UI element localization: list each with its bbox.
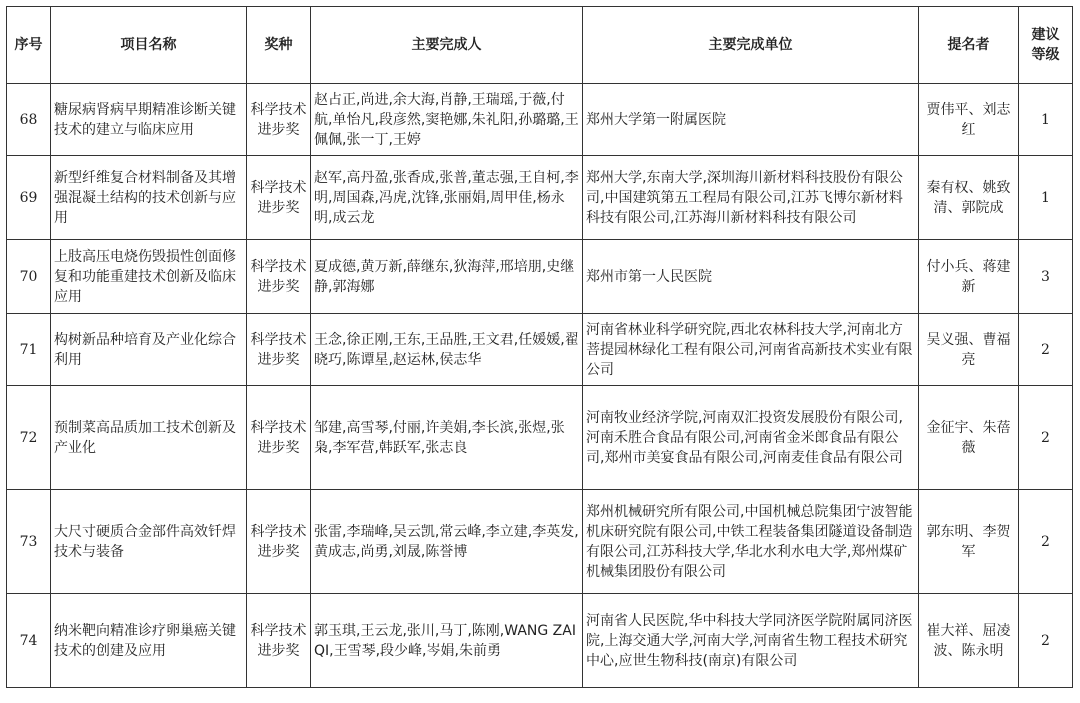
cell-seq: 71 bbox=[7, 314, 51, 386]
cell-level: 1 bbox=[1019, 156, 1073, 240]
cell-level: 1 bbox=[1019, 84, 1073, 156]
header-main-units: 主要完成单位 bbox=[583, 7, 919, 84]
table-row bbox=[7, 594, 1073, 688]
table-row bbox=[7, 84, 1073, 156]
header-main-people: 主要完成人 bbox=[311, 7, 583, 84]
cell-main-people: 邹建,高雪琴,付丽,许美娟,李长滨,张煜,张枭,李军营,韩跃军,张志良 bbox=[311, 386, 583, 490]
header-level-line2: 等级 bbox=[1031, 47, 1060, 63]
cell-nominator: 吴义强、曹福亮 bbox=[919, 314, 1019, 386]
cell-nominator: 崔大祥、屈凌波、陈永明 bbox=[919, 594, 1019, 688]
cell-nominator: 秦有权、姚致清、郭院成 bbox=[919, 156, 1019, 240]
cell-seq: 70 bbox=[7, 240, 51, 314]
cell-award-type: 科学技术进步奖 bbox=[247, 156, 311, 240]
cell-project-name: 预制菜高品质加工技术创新及产业化 bbox=[51, 386, 247, 490]
cell-main-people: 赵军,高丹盈,张香成,张普,董志强,王自柯,李明,周国森,冯虎,沈锋,张丽娟,周甲佳,杨永明,成云龙 bbox=[311, 156, 583, 240]
cell-award-type: 科学技术进步奖 bbox=[247, 490, 311, 594]
cell-main-units: 河南省林业科学研究院,西北农林科技大学,河南北方菩提园林绿化工程有限公司,河南省高新技术实业有限公司 bbox=[583, 314, 919, 386]
table-row bbox=[7, 240, 1073, 314]
cell-project-name: 构树新品种培育及产业化综合利用 bbox=[51, 314, 247, 386]
cell-award-type: 科学技术进步奖 bbox=[247, 240, 311, 314]
cell-level: 2 bbox=[1019, 490, 1073, 594]
header-project-name: 项目名称 bbox=[51, 7, 247, 84]
cell-main-units: 河南省人民医院,华中科技大学同济医学院附属同济医院,上海交通大学,河南大学,河南省生物工程技术研究中心,应世生物科技(南京)有限公司 bbox=[583, 594, 919, 688]
cell-main-units: 郑州大学,东南大学,深圳海川新材料科技股份有限公司,中国建筑第五工程局有限公司,江苏飞博尔新材料科技有限公司,江苏海川新材料科技有限公司 bbox=[583, 156, 919, 240]
cell-award-type: 科学技术进步奖 bbox=[247, 314, 311, 386]
awards-table bbox=[6, 6, 1073, 688]
cell-main-units: 河南牧业经济学院,河南双汇投资发展股份有限公司,河南禾胜合食品有限公司,河南省金米郎食品有限公司,郑州市美宴食品有限公司,河南麦佳食品有限公司 bbox=[583, 386, 919, 490]
cell-seq: 74 bbox=[7, 594, 51, 688]
cell-nominator: 金征宇、朱蓓薇 bbox=[919, 386, 1019, 490]
cell-main-units: 郑州机械研究所有限公司,中国机械总院集团宁波智能机床研究院有限公司,中铁工程装备集团隧道设备制造有限公司,江苏科技大学,华北水利水电大学,郑州煤矿机械集团股份有限公司 bbox=[583, 490, 919, 594]
cell-seq: 73 bbox=[7, 490, 51, 594]
cell-level: 3 bbox=[1019, 240, 1073, 314]
table-row bbox=[7, 490, 1073, 594]
cell-project-name: 上肢高压电烧伤毁损性创面修复和功能重建技术创新及临床应用 bbox=[51, 240, 247, 314]
cell-nominator: 贾伟平、刘志红 bbox=[919, 84, 1019, 156]
cell-main-people: 夏成德,黄万新,薛继东,狄海萍,邢培朋,史继静,郭海娜 bbox=[311, 240, 583, 314]
cell-award-type: 科学技术进步奖 bbox=[247, 594, 311, 688]
cell-seq: 68 bbox=[7, 84, 51, 156]
cell-main-units: 郑州市第一人民医院 bbox=[583, 240, 919, 314]
table-header-row bbox=[7, 7, 1073, 84]
cell-main-people: 张雷,李瑞峰,吴云凯,常云峰,李立建,李英发,黄成志,尚勇,刘晟,陈誉博 bbox=[311, 490, 583, 594]
header-award-type: 奖种 bbox=[247, 7, 311, 84]
awards-table-container bbox=[6, 6, 1072, 688]
cell-nominator: 付小兵、蒋建新 bbox=[919, 240, 1019, 314]
header-seq: 序号 bbox=[7, 7, 51, 84]
cell-seq: 72 bbox=[7, 386, 51, 490]
cell-level: 2 bbox=[1019, 594, 1073, 688]
table-row bbox=[7, 314, 1073, 386]
cell-level: 2 bbox=[1019, 314, 1073, 386]
cell-main-people: 王念,徐正刚,王东,王品胜,王文君,任媛媛,翟晓巧,陈谭星,赵运林,侯志华 bbox=[311, 314, 583, 386]
cell-level: 2 bbox=[1019, 386, 1073, 490]
cell-award-type: 科学技术进步奖 bbox=[247, 386, 311, 490]
header-nominator: 提名者 bbox=[919, 7, 1019, 84]
cell-nominator: 郭东明、李贺军 bbox=[919, 490, 1019, 594]
cell-main-people: 赵占正,尚进,余大海,肖静,王瑞瑶,于薇,付航,单怡凡,段彦然,窦艳娜,朱礼阳,孙璐璐,王佩佩,张一丁,王婷 bbox=[311, 84, 583, 156]
cell-project-name: 大尺寸硬质合金部件高效钎焊技术与装备 bbox=[51, 490, 247, 594]
cell-main-units: 郑州大学第一附属医院 bbox=[583, 84, 919, 156]
cell-award-type: 科学技术进步奖 bbox=[247, 84, 311, 156]
table-row bbox=[7, 156, 1073, 240]
header-level bbox=[1019, 7, 1073, 84]
table-row bbox=[7, 386, 1073, 490]
cell-project-name: 糖尿病肾病早期精准诊断关键技术的建立与临床应用 bbox=[51, 84, 247, 156]
cell-project-name: 新型纤维复合材料制备及其增强混凝土结构的技术创新与应用 bbox=[51, 156, 247, 240]
cell-seq: 69 bbox=[7, 156, 51, 240]
cell-project-name: 纳米靶向精准诊疗卵巢癌关键技术的创建及应用 bbox=[51, 594, 247, 688]
cell-main-people: 郭玉琪,王云龙,张川,马丁,陈刚,WANG ZAIQI,王雪琴,段少峰,岑娟,朱前勇 bbox=[311, 594, 583, 688]
header-level-line1: 建议 bbox=[1031, 27, 1060, 43]
